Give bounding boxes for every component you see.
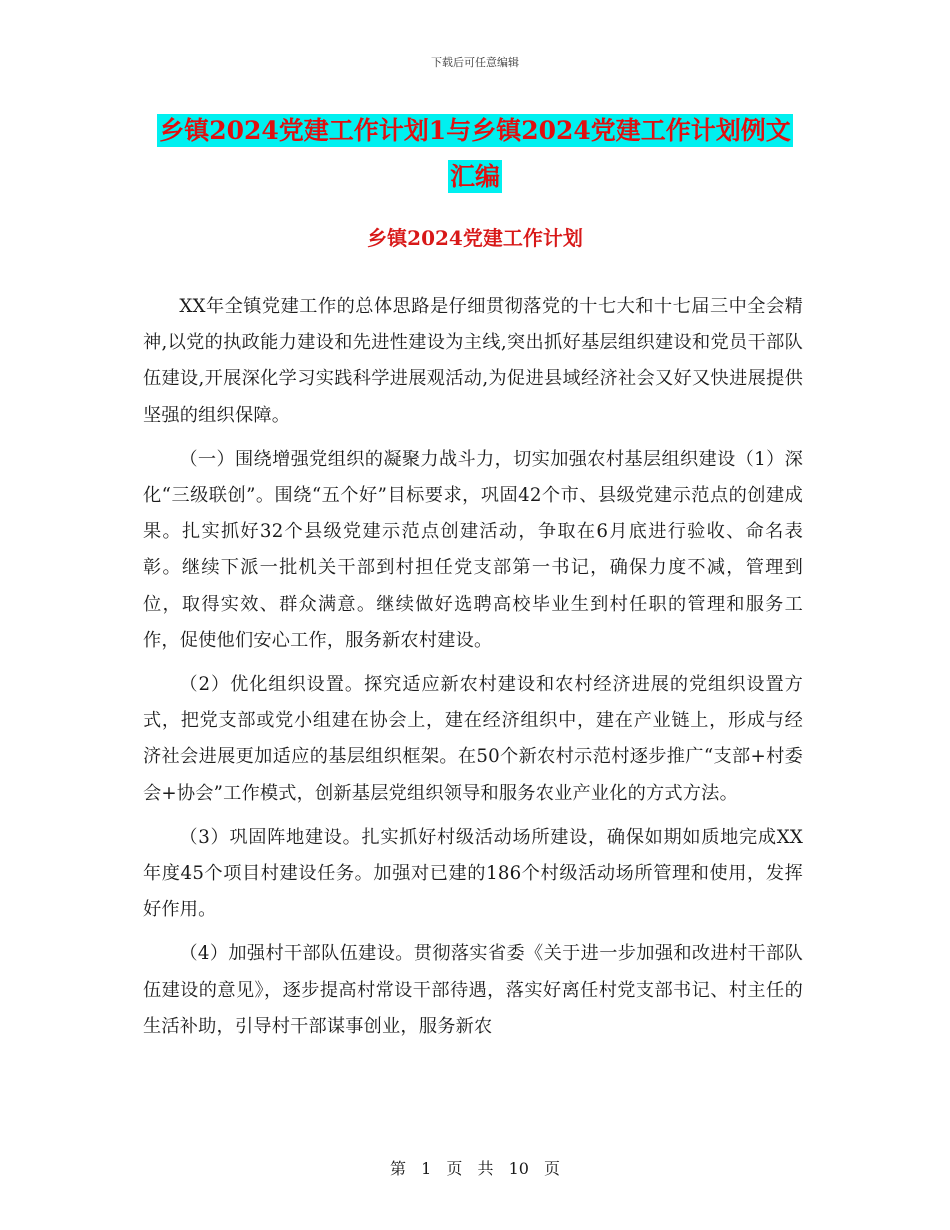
document-title-text: 乡镇2024党建工作计划1与乡镇2024党建工作计划例文汇编 [159,116,791,191]
section-title: 乡镇2024党建工作计划 [367,226,583,250]
paragraph-5: （4）加强村干部队伍建设。贯彻落实省委《关于进一步加强和改进村干部队伍建设的意见》，逐步提高村常设干部待遇，落实好离任村党支部书记、村主任的生活补助，引导村干部谋事创业，服务新农 [143,943,803,1037]
footer-total-prefix: 共 [477,1159,494,1178]
page-footer [0,1156,950,1179]
footer-middle: 页 [446,1159,463,1178]
header-note: 下载后可任意编辑 [431,56,519,69]
document-title [150,108,800,200]
footer-prefix: 第 [389,1159,406,1178]
paragraph-2: （一）围绕增强党组织的凝聚力战斗力，切实加强农村基层组织建设（1）深化“三级联创”。围绕“五个好”目标要求，巩固42个市、县级党建示范点的创建成果。扎实抓好32个县级党建示范点创建活动，争取在6月底进行验收、命名表彰。继续下派一批机关干部到村担任党支部第一书记，确保力度不减，管理到位，取得实效、群众满意。继续做好选聘高校毕业生到村任职的管理和服务工作，促使他们安心工作，服务新农村建设。 [143,448,803,651]
footer-suffix: 页 [544,1159,561,1178]
body-text [143,289,803,1053]
footer-total-pages: 10 [508,1159,529,1178]
paragraph-3: （2）优化组织设置。探究适应新农村建设和农村经济进展的党组织设置方式，把党支部或党小组建在协会上，建在经济组织中，建在产业链上，形成与经济社会进展更加适应的基层组织框架。在50个新农村示范村逐步推广“支部+村委会+协会”工作模式，创新基层党组织领导和服务农业产业化的方式方法。 [143,674,803,804]
footer-page-number: 1 [421,1159,432,1178]
paragraph-4: （3）巩固阵地建设。扎实抓好村级活动场所建设，确保如期如质地完成XX年度45个项目村建设任务。加强对已建的186个村级活动场所管理和使用，发挥好作用。 [143,826,803,921]
paragraph-1: XX年全镇党建工作的总体思路是仔细贯彻落党的十七大和十七届三中全会精神,以党的执政能力建设和先进性建设为主线,突出抓好基层组织建设和党员干部队伍建设,开展深化学习实践科学进展观活动,为促进县域经济社会又好又快进展提供坚强的组织保障。 [143,296,803,426]
